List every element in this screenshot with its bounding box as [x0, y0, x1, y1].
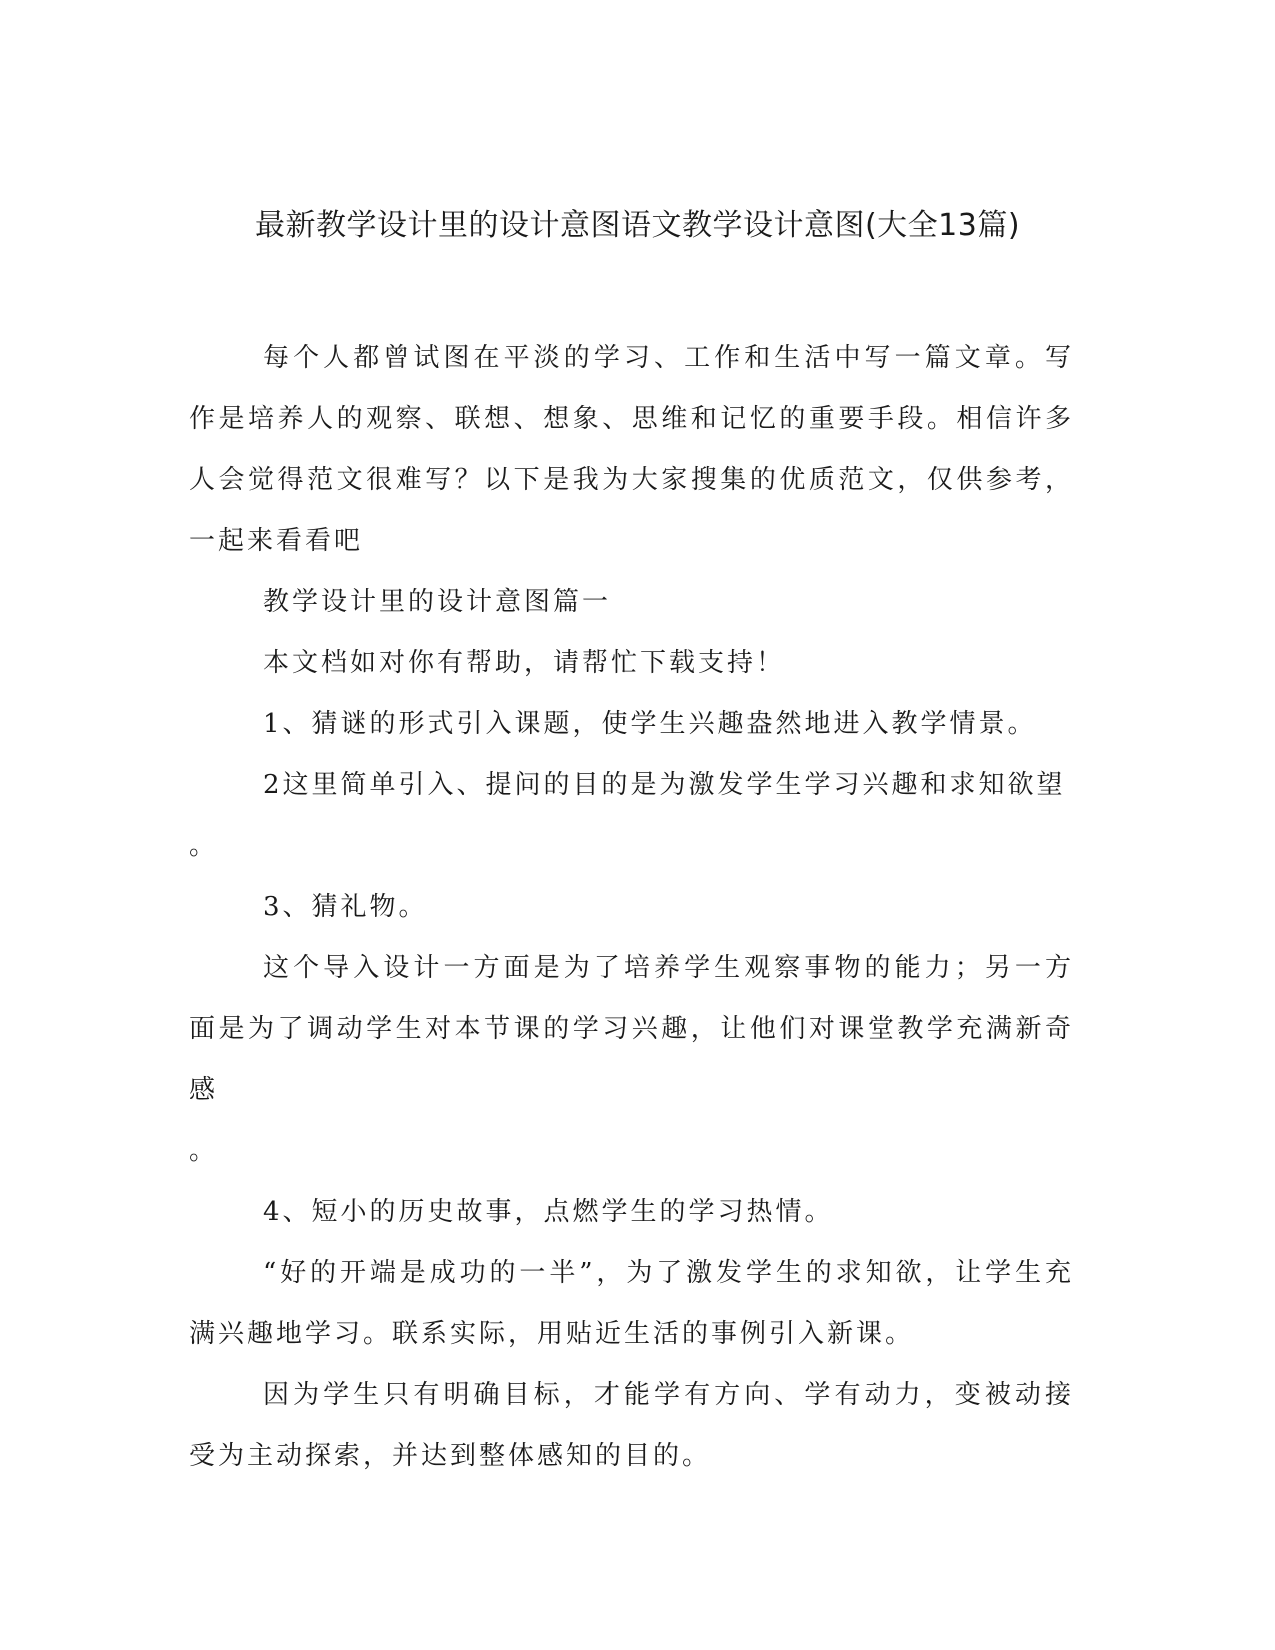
paragraph-design-explanation: 这个导入设计一方面是为了培养学生观察事物的能力；另一方面是为了调动学生对本节课的学习兴趣，让他们对课堂教学充满新奇感 — [189, 953, 1074, 1105]
section-heading: 教学设计里的设计意图篇一 — [263, 587, 612, 617]
document-body — [189, 328, 1074, 1487]
paragraph-goal: 因为学生只有明确目标，才能学有方向、学有动力，变被动接受为主动探索，并达到整体感知的目的。 — [189, 1380, 1074, 1471]
document-title: 最新教学设计里的设计意图语文教学设计意图(大全13篇) — [254, 208, 1021, 243]
paragraph-item-1: 1、猜谜的形式引入课题，使学生兴趣盎然地进入教学情景。 — [263, 709, 1037, 739]
paragraph-support-note: 本文档如对你有帮助，请帮忙下载支持！ — [263, 648, 786, 678]
paragraph-quote: “好的开端是成功的一半”，为了激发学生的求知欲，让学生充满兴趣地学习。联系实际，用贴近生活的事例引入新课。 — [189, 1258, 1074, 1349]
paragraph-item-2: 2这里简单引入、提问的目的是为激发学生学习兴趣和求知欲望 — [263, 770, 1066, 800]
paragraph-punctuation: 。 — [189, 1136, 219, 1166]
paragraph-intro: 每个人都曾试图在平淡的学习、工作和生活中写一篇文章。写作是培养人的观察、联想、想象、思维和记忆的重要手段。相信许多人会觉得范文很难写？以下是我为大家搜集的优质范文，仅供参考，一起来看看吧 — [189, 343, 1074, 556]
paragraph-item-3: 3、猜礼物。 — [263, 892, 428, 922]
paragraph-item-4: 4、短小的历史故事，点燃学生的学习热情。 — [263, 1197, 834, 1227]
paragraph-punctuation: 。 — [189, 831, 219, 861]
